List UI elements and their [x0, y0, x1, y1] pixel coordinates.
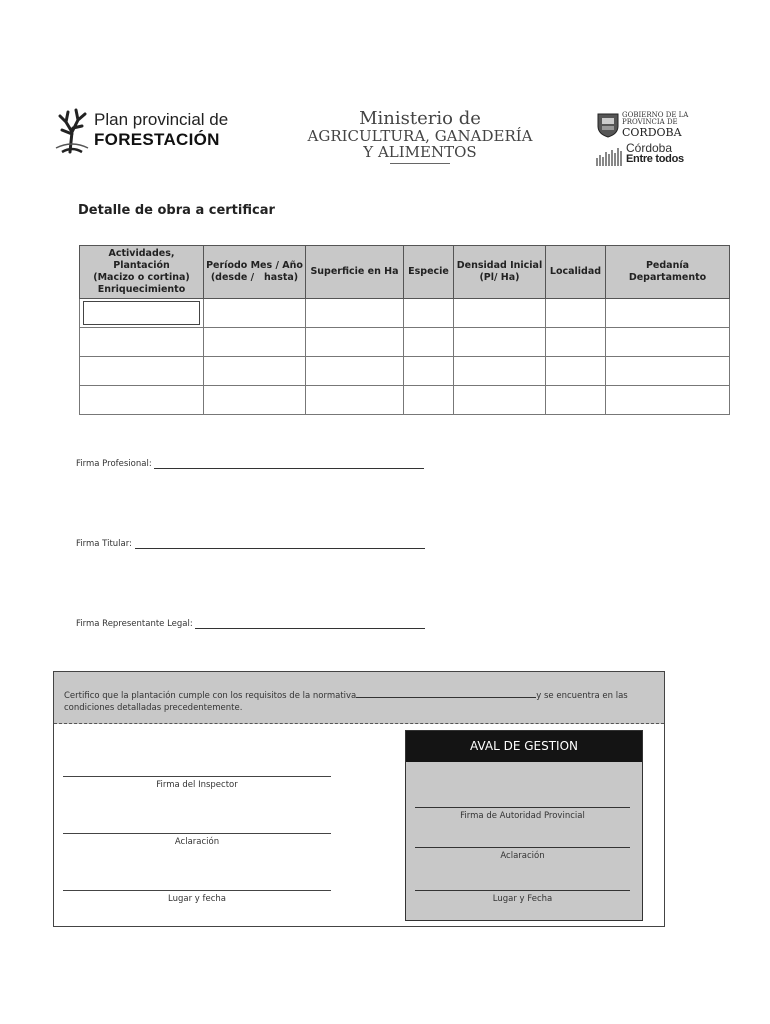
- firma-titular-field: [76, 538, 425, 549]
- table-cell[interactable]: [80, 299, 204, 328]
- table-row: [80, 299, 730, 328]
- firma-profesional-field: [76, 458, 424, 469]
- table-cell[interactable]: [204, 328, 306, 357]
- table-row: [80, 357, 730, 386]
- cordoba-slogan-line2: Entre todos: [626, 153, 684, 165]
- table-cell[interactable]: [546, 299, 606, 328]
- table-cell[interactable]: [306, 386, 404, 415]
- firma-representante-line[interactable]: [195, 618, 425, 629]
- header-localidad: Localidad: [546, 246, 606, 299]
- table-cell[interactable]: [606, 386, 730, 415]
- cordoba-logo: [594, 110, 704, 170]
- table-cell[interactable]: [546, 386, 606, 415]
- header-actividades: Actividades, Plantación (Macizo o cortina) Enriquecimiento: [80, 246, 204, 299]
- table-cell[interactable]: [606, 357, 730, 386]
- cordoba-slogan-line1: Córdoba: [626, 141, 673, 155]
- lugar-fecha-autoridad-field[interactable]: [415, 890, 630, 904]
- certification-strip: [54, 672, 664, 724]
- header-especie: Especie: [404, 246, 454, 299]
- ministerio-rule: [390, 163, 450, 164]
- tree-icon: [52, 104, 92, 154]
- lugar-fecha-inspector-field[interactable]: [63, 890, 331, 904]
- gobierno-line1: GOBIERNO DE LA PROVINCIA DE: [622, 111, 689, 126]
- firma-inspector-label: Firma del Inspector: [156, 780, 238, 790]
- detail-table: [79, 245, 730, 415]
- table-cell[interactable]: [306, 357, 404, 386]
- header-superficie: Superficie en Ha: [306, 246, 404, 299]
- aclaracion-inspector-label: Aclaración: [174, 837, 220, 847]
- table-cell[interactable]: [404, 328, 454, 357]
- firma-titular-label: Firma Titular:: [76, 539, 132, 549]
- table-cell[interactable]: [454, 357, 546, 386]
- aclaracion-autoridad-field[interactable]: [415, 847, 630, 861]
- gobierno-line3: CORDOBA: [622, 126, 682, 139]
- forestacion-line1: Plan provincial de: [94, 110, 229, 129]
- firma-autoridad-label: Firma de Autoridad Provincial: [460, 811, 585, 821]
- aval-gestion-title: AVAL DE GESTION: [406, 731, 642, 762]
- shield-icon: [596, 112, 620, 138]
- table-cell[interactable]: [546, 328, 606, 357]
- table-cell[interactable]: [80, 328, 204, 357]
- table-cell[interactable]: [80, 386, 204, 415]
- firma-representante-field: [76, 618, 425, 629]
- table-cell[interactable]: [204, 357, 306, 386]
- certification-text: Certifico que la plantación cumple con los requisitos de la normativa y se encuentra en las condiciones detalladas precedentemente.: [64, 688, 654, 714]
- table-cell[interactable]: [204, 386, 306, 415]
- firma-autoridad-field[interactable]: [415, 807, 630, 821]
- normativa-blank[interactable]: [356, 688, 536, 698]
- header-periodo: Período Mes / Año (desde / hasta): [204, 246, 306, 299]
- firma-profesional-line[interactable]: [154, 458, 424, 469]
- table-cell[interactable]: [606, 328, 730, 357]
- table-header-row: [80, 246, 730, 299]
- aclaracion-autoridad-label: Aclaración: [500, 851, 545, 861]
- table-cell[interactable]: [546, 357, 606, 386]
- table-cell[interactable]: [306, 299, 404, 328]
- lugar-fecha-autoridad-label: Lugar y Fecha: [492, 894, 553, 904]
- table-cell[interactable]: [454, 386, 546, 415]
- table-cell[interactable]: [80, 357, 204, 386]
- firma-titular-line[interactable]: [135, 538, 425, 549]
- table-row: [80, 386, 730, 415]
- bar-graphic-icon: [596, 146, 624, 166]
- firma-representante-label: Firma Representante Legal:: [76, 619, 193, 629]
- table-cell[interactable]: [404, 357, 454, 386]
- ministerio-line2: AGRICULTURA, GANADERÍA: [307, 127, 533, 145]
- page-title: Detalle de obra a certificar: [78, 203, 275, 218]
- ministerio-logo: [300, 110, 540, 164]
- table-row: [80, 328, 730, 357]
- ministerio-line1: Ministerio de: [359, 108, 481, 129]
- aval-gestion-panel: [405, 730, 643, 921]
- table-cell[interactable]: [606, 299, 730, 328]
- table-cell[interactable]: [404, 386, 454, 415]
- ministerio-line3: Y ALIMENTOS: [363, 143, 477, 161]
- aclaracion-inspector-field[interactable]: [63, 833, 331, 847]
- header-pedania: Pedanía Departamento: [606, 246, 730, 299]
- lugar-fecha-inspector-label: Lugar y fecha: [168, 894, 226, 904]
- table-cell[interactable]: [454, 299, 546, 328]
- table-cell[interactable]: [404, 299, 454, 328]
- certification-box: [53, 671, 665, 927]
- firma-inspector-field[interactable]: [63, 776, 331, 790]
- header-densidad: Densidad Inicial (Pl/ Ha): [454, 246, 546, 299]
- forestacion-logo: [52, 104, 242, 156]
- active-cell-input[interactable]: [83, 301, 200, 325]
- firma-profesional-label: Firma Profesional:: [76, 459, 152, 469]
- table-cell[interactable]: [306, 328, 404, 357]
- table-cell[interactable]: [454, 328, 546, 357]
- table-cell[interactable]: [204, 299, 306, 328]
- forestacion-line2: FORESTACIÓN: [94, 130, 220, 149]
